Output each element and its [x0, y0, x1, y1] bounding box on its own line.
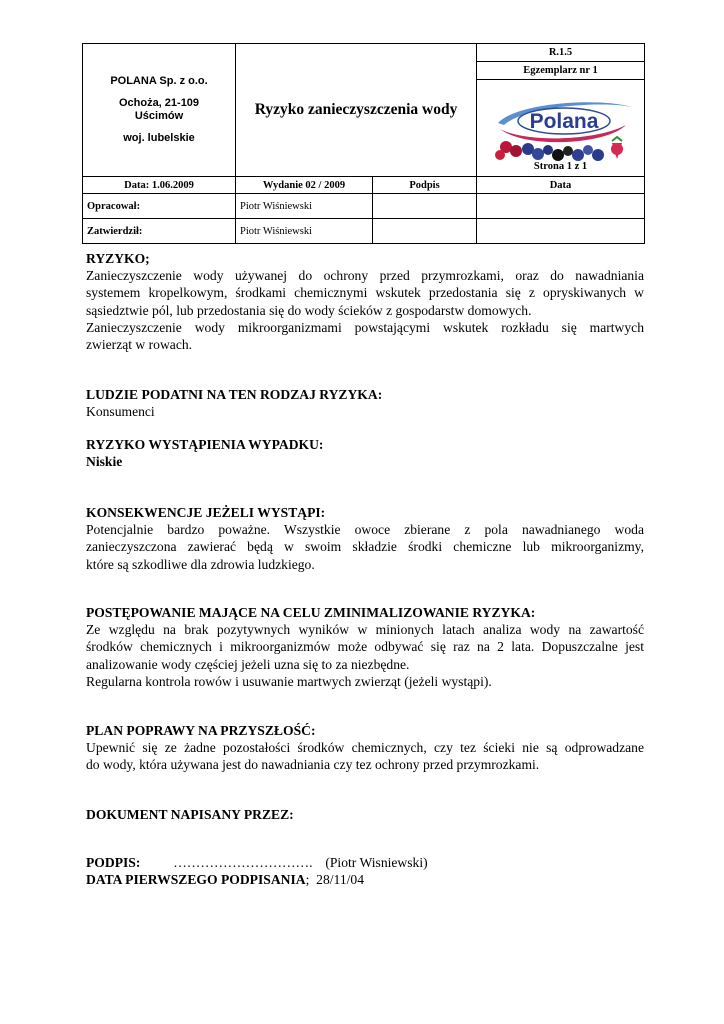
section-consequences: [86, 504, 644, 573]
page-number: Strona 1 z 1: [533, 161, 588, 172]
section-author: [86, 806, 644, 823]
signature-line: [86, 854, 644, 871]
section-probability: [86, 436, 644, 470]
header-date-col: Data: [477, 177, 645, 194]
section-procedure: [86, 604, 644, 690]
approved-by-signature: [373, 219, 477, 244]
risk-line: Zanieczyszczenie wody używanej do ochrony przed przymrozkami, oraz do nawadniania: [86, 268, 644, 284]
plan-heading: PLAN POPRAWY NA PRZYSZŁOŚĆ:: [86, 723, 316, 738]
prepared-by-signature: [373, 194, 477, 219]
procedure-heading: POSTĘPOWANIE MAJĄCE NA CELU ZMINIMALIZOWANIE RYZYKA:: [86, 605, 536, 620]
header-date: Data: 1.06.2009: [83, 177, 236, 194]
company-name: POLANA Sp. z o.o.: [110, 75, 208, 87]
prepared-by-label: Opracował:: [83, 194, 236, 219]
prepared-by-date: [477, 194, 645, 219]
first-sign-value: 28/11/04: [316, 872, 364, 888]
probability-text: Niskie: [86, 454, 123, 470]
procedure-line: środków chemicznych i mikroorganizmów może odbywać się raz na 2 lata. Dopuszczalne jest: [86, 639, 644, 655]
header-signature-col: Podpis: [373, 177, 477, 194]
signature-dots: ………………………….: [173, 855, 313, 870]
copy-number: Egzemplarz nr 1: [477, 62, 645, 80]
section-plan: [86, 722, 644, 774]
plan-line: Upewnić się ze żadne pozostałości środków chemicznych, czy tez ścieki nie są odprowadzane: [86, 740, 644, 756]
people-text: Konsumenci: [86, 404, 155, 420]
procedure-line: Ze względu na brak pozytywnych wyników w minionych latach analiza wody na zawartość: [86, 622, 644, 638]
procedure-line: Regularna kontrola rowów i usuwanie martwych zwierząt (jeżeli wystąpi).: [86, 673, 492, 689]
logo-text: Polana: [529, 110, 598, 133]
risk-line: sąsiedztwie pól, lub przedostania się do wody ścieków z gospodarstw domowych.: [86, 302, 532, 318]
first-sign-label: DATA PIERWSZEGO PODPISANIA: [86, 872, 306, 888]
consequences-line: zanieczyszczona zawierać będą w swoim składzie środki chemiczne lub mikroorganizmy,: [86, 539, 644, 555]
section-people: [86, 386, 644, 420]
header-edition: Wydanie 02 / 2009: [236, 177, 373, 194]
plan-line: do wody, która używana jest do nawadniania czy tez ochrony przed przymrozkami.: [86, 757, 540, 773]
section-signature: [86, 854, 644, 888]
probability-heading: RYZYKO WYSTĄPIENIA WYPADKU:: [86, 437, 324, 452]
logo-cell: [477, 80, 645, 177]
approved-by-date: [477, 219, 645, 244]
prepared-by-value: Piotr Wiśniewski: [236, 194, 373, 219]
consequences-line: Potencjalnie bardzo poważne. Wszystkie owoce zbierane z pola nawadnianego woda: [86, 522, 644, 538]
consequences-line: które są szkodliwe dla zdrowia ludzkiego.: [86, 556, 315, 572]
risk-line: Zanieczyszczenie wody mikroorganizmami powstającymi wskutek rozkładu się martwych: [86, 319, 644, 335]
section-risk: [86, 250, 644, 353]
company-info: [83, 44, 236, 177]
people-heading: LUDZIE PODATNI NA TEN RODZAJ RYZYKA:: [86, 387, 383, 402]
company-region: woj. lubelskie: [123, 132, 195, 144]
consequences-heading: KONSEKWENCJE JEŻELI WYSTĄPI:: [86, 505, 326, 520]
company-address-line1: Ochoża, 21-109: [118, 97, 200, 109]
author-heading: DOKUMENT NAPISANY PRZEZ:: [86, 807, 294, 822]
polana-logo: [486, 95, 636, 163]
approved-by-value: Piotr Wiśniewski: [236, 219, 373, 244]
document-code: R.1.5: [477, 44, 645, 62]
procedure-line: analizowanie wody częściej jeżeli uzna się to za niezbędne.: [86, 656, 410, 672]
signature-name: (Piotr Wisniewski): [325, 855, 428, 870]
risk-heading: RYZYKO;: [86, 251, 150, 266]
risk-line: systemem kropelkowym, środkami chemicznymi wskutek przedostania się z opryskiwanych w: [86, 285, 644, 301]
approved-by-label: Zatwierdził:: [83, 219, 236, 244]
risk-line: zwierząt w rowach.: [86, 337, 193, 353]
document-header-table: [82, 43, 645, 244]
company-address-line2: Uścimów: [134, 110, 184, 122]
first-sign-line: DATA PIERWSZEGO PODPISANIA; 28/11/04: [86, 872, 364, 888]
signature-label: PODPIS:: [86, 855, 141, 870]
document-title: Ryzyko zanieczyszczenia wody: [236, 44, 477, 177]
